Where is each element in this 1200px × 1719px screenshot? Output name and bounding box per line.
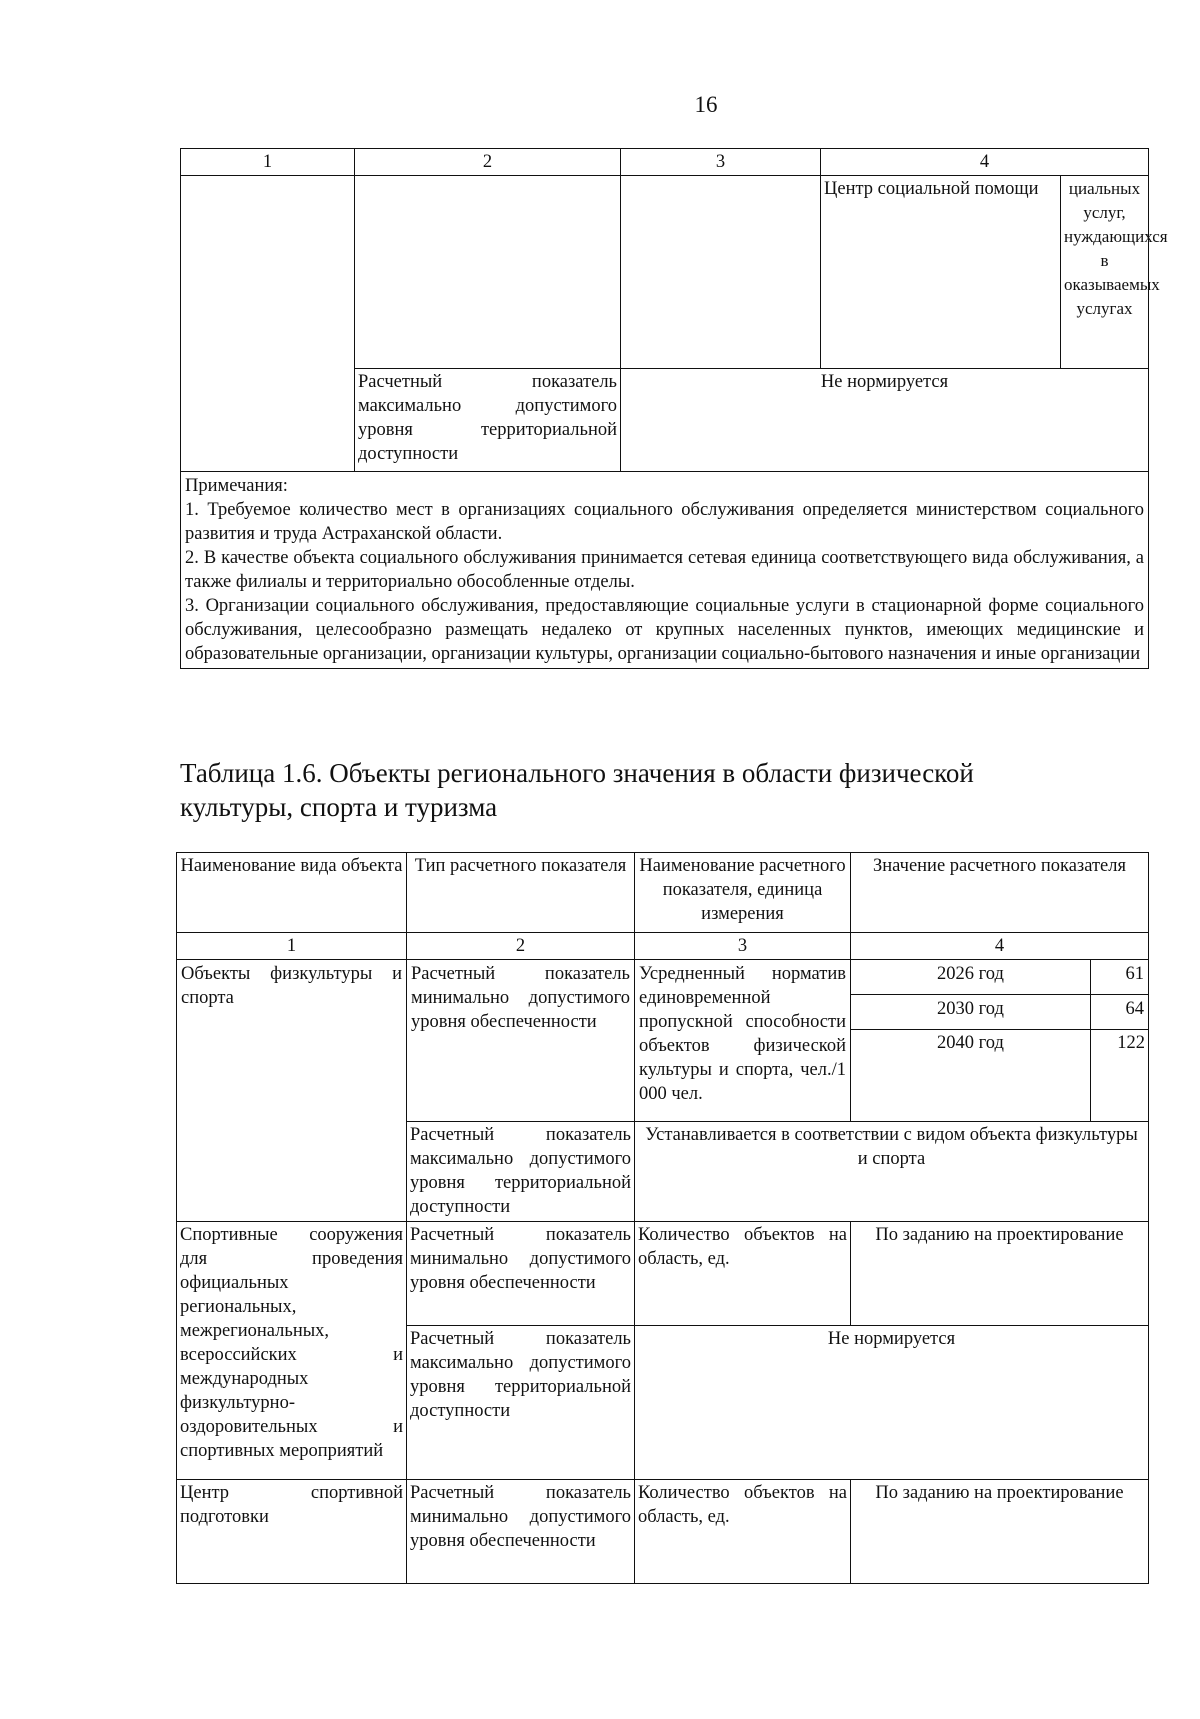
indicator-type: Расчетный показатель максимально допустимого уровня территориальной доступности bbox=[407, 1122, 635, 1222]
social-services-table bbox=[180, 148, 1168, 669]
column-number: 4 bbox=[851, 933, 1149, 960]
indicator-value: Не нормируется bbox=[635, 1326, 1149, 1480]
table-row bbox=[177, 1222, 1149, 1326]
header-cell: 3 bbox=[621, 149, 821, 176]
object-name: Спортивные сооружения для проведения официальных региональных, межрегиональных, всероссийских и международных физкультурно-оздоровительных и спортивных мероприятий bbox=[177, 1222, 407, 1480]
table-row bbox=[181, 176, 1149, 369]
page-number: 16 bbox=[694, 92, 718, 117]
column-header: Тип расчетного показателя bbox=[407, 853, 635, 933]
caption-line: Таблица 1.6. Объекты регионального значения в области физической bbox=[180, 758, 974, 788]
indicator-type: Расчетный показатель минимально допустимого уровня обеспеченности bbox=[407, 1222, 635, 1326]
column-header: Наименование вида объекта bbox=[177, 853, 407, 933]
table-header-row bbox=[181, 149, 1149, 176]
value-cell: 122 bbox=[1091, 1030, 1149, 1122]
empty-cell bbox=[621, 176, 821, 369]
year-cell: 2030 год bbox=[851, 995, 1091, 1030]
header-cell: 2 bbox=[355, 149, 621, 176]
indicator-value: По заданию на проектирование bbox=[851, 1480, 1149, 1584]
column-number-row bbox=[177, 933, 1149, 960]
indicator-name: Усредненный норматив единовременной пропускной способности объектов физической культуры и спорта, чел./1 000 чел. bbox=[635, 960, 851, 1122]
notes-title: Примечания: bbox=[185, 476, 288, 496]
column-number: 2 bbox=[407, 933, 635, 960]
services-note-cell: циальных услуг, нуждающихся в оказываемых услугах bbox=[1061, 176, 1149, 369]
column-number: 1 bbox=[177, 933, 407, 960]
header-cell: 4 bbox=[821, 149, 1149, 176]
table-row bbox=[177, 960, 1149, 995]
note-item: 1. Требуемое количество мест в организациях социального обслуживания определяется министерством социального развития и труда Астраханской области. bbox=[185, 500, 1144, 544]
notes-row bbox=[181, 472, 1149, 669]
note-item: 3. Организации социального обслуживания, предоставляющие социальные услуги в стационарной форме социального обслуживания, целесообразно размещать недалеко от крупных населенных пунктов, имеющих медицинские и образовательные организации, организации культуры, организации социально-бытового назначения и иные организации bbox=[185, 596, 1144, 664]
object-name: Центр спортивной подготовки bbox=[177, 1480, 407, 1584]
indicator-value: По заданию на проектирование bbox=[851, 1222, 1149, 1326]
year-cell: 2026 год bbox=[851, 960, 1091, 995]
column-header: Наименование расчетного показателя, единица измерения bbox=[635, 853, 851, 933]
social-help-center: Центр социальной помощи bbox=[821, 176, 1061, 369]
note-item: 2. В качестве объекта социального обслуживания принимается сетевая единица соответствующего вида обслуживания, а также филиалы и территориально обособленные отделы. bbox=[185, 548, 1144, 592]
sport-objects-table bbox=[176, 852, 1149, 1584]
table-caption bbox=[180, 756, 1148, 824]
max-access-indicator: Расчетный показатель максимально допустимого уровня территориальной доступности bbox=[355, 369, 621, 472]
indicator-value: Устанавливается в соответствии с видом объекта физкультуры и спорта bbox=[635, 1122, 1149, 1222]
indicator-type: Расчетный показатель максимально допустимого уровня территориальной доступности bbox=[407, 1326, 635, 1480]
header-cell: 1 bbox=[181, 149, 355, 176]
value-cell: 61 bbox=[1091, 960, 1149, 995]
indicator-type: Расчетный показатель минимально допустимого уровня обеспеченности bbox=[407, 1480, 635, 1584]
not-normalized-value: Не нормируется bbox=[621, 369, 1149, 472]
value-cell: 64 bbox=[1091, 995, 1149, 1030]
indicator-name: Количество объектов на область, ед. bbox=[635, 1480, 851, 1584]
empty-cell bbox=[355, 176, 621, 369]
column-number: 3 bbox=[635, 933, 851, 960]
indicator-type: Расчетный показатель минимально допустимого уровня обеспеченности bbox=[407, 960, 635, 1122]
table-header-row bbox=[177, 853, 1149, 933]
caption-line: культуры, спорта и туризма bbox=[180, 792, 498, 822]
table-row bbox=[177, 1480, 1149, 1584]
empty-cell bbox=[181, 176, 355, 472]
indicator-name: Количество объектов на область, ед. bbox=[635, 1222, 851, 1326]
notes-cell bbox=[181, 472, 1149, 669]
object-name: Объекты физкультуры и спорта bbox=[177, 960, 407, 1222]
year-cell: 2040 год bbox=[851, 1030, 1091, 1122]
column-header: Значение расчетного показателя bbox=[851, 853, 1149, 933]
